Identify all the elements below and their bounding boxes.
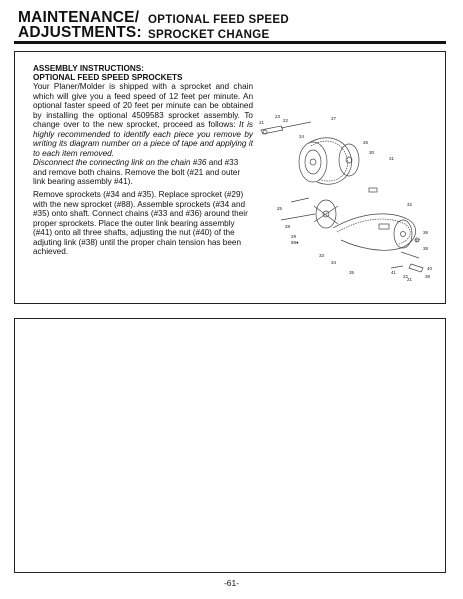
- diagram-label: 36: [423, 230, 429, 235]
- diagram-label: 29: [291, 234, 297, 239]
- diagram-label: 34: [331, 260, 337, 265]
- diagram-label: 23: [275, 114, 281, 119]
- diagram-label: 38: [423, 246, 429, 251]
- diagram-label: 26: [363, 140, 369, 145]
- diagram-label: 21: [407, 277, 413, 282]
- diagram-label: 32: [407, 202, 413, 207]
- instructions-text: [33, 64, 253, 257]
- diagram-label: 35: [349, 270, 355, 275]
- header-left-line2: ADJUSTMENTS:: [18, 24, 142, 41]
- paragraph-replace: Remove sprockets (#34 and #35). Replace sprocket (#29) with the new sprocket (#88). Assemble sprockets (#34 and #35) onto shaft. Connect chains (#33 and #36) around their proper sprockets. Place the outer link bearing assembly (#41) onto all three shafts, adjusting the nut (#40) of the adjuting link (#38) until the proper chain tension has been achieved.: [33, 190, 248, 257]
- diagram-label: 39: [425, 274, 431, 279]
- sprocket-exploded-diagram: [251, 102, 437, 282]
- diagram-label: 22: [403, 274, 409, 279]
- diagram-label: 25: [277, 206, 283, 211]
- paragraph-intro: [33, 82, 253, 158]
- diagram-label: 37: [415, 238, 421, 243]
- disconnect-text: and #33 and remove both chains. Remove the bolt (#21 and outer link bearing assembly #41).: [33, 158, 241, 187]
- diagram-label: 21: [259, 120, 265, 125]
- diagram-label: 33: [319, 253, 325, 258]
- header-rule: [14, 41, 446, 44]
- diagram-label: 31: [389, 156, 395, 161]
- diagram-label: 30: [369, 150, 375, 155]
- section-subheading: OPTIONAL FEED SPEED SPROCKETS: [33, 73, 183, 82]
- page-number: -61-: [223, 578, 240, 588]
- header-right-line2: SPROCKET CHANGE: [148, 29, 270, 41]
- header-right-line1: OPTIONAL FEED SPEED: [148, 14, 289, 26]
- diagram-label: 40: [427, 266, 433, 271]
- header-left-line1: MAINTENANCE/: [18, 9, 140, 26]
- diagram-label: 41: [391, 270, 397, 275]
- section-heading: ASSEMBLY INSTRUCTIONS:: [33, 64, 144, 73]
- diagram-label: 28: [285, 224, 291, 229]
- diagram-label: 27: [331, 116, 337, 121]
- diagram-label: 24: [299, 134, 305, 139]
- instructions-box: [14, 51, 446, 304]
- diagram-label: 22: [283, 118, 289, 123]
- disconnect-lead: Disconnect the connecting link on the chain #36: [33, 158, 207, 168]
- intro-note: It is highly recommended to identify each piece you remove by writing its diagram number on a piece of tape and applying it to each item removed.: [33, 120, 253, 158]
- blank-box: [14, 318, 446, 573]
- diagram-label: 88●: [291, 240, 299, 245]
- intro-text: Your Planer/Molder is shipped with a sprocket and chain which will give you a feed speed of 12 feet per minute. An optional faster speed of 20 feet per minute can be obtained by installing the optional 4509583 sprocket assembly. To change over to the new sprocket, proceed as follows:: [33, 82, 253, 130]
- paragraph-disconnect: [33, 158, 253, 187]
